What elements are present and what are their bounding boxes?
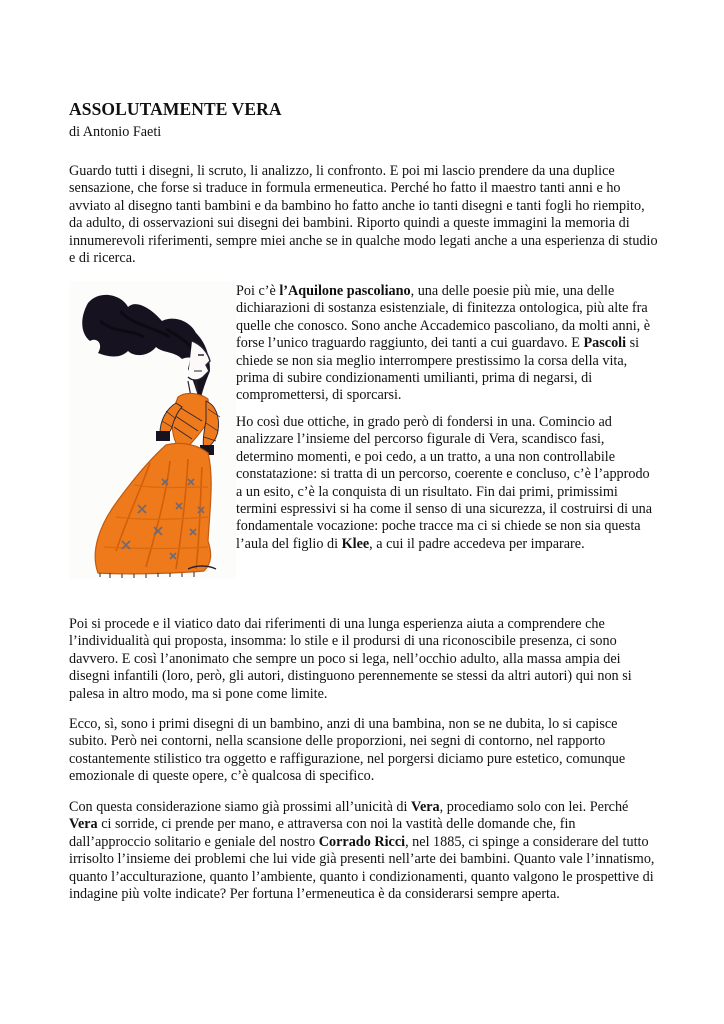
paragraph-intro: Guardo tutti i disegni, li scruto, li analizzo, li confronto. E poi mi lascio prendere da una duplice sensazione, che forse si traduce in formula ermeneutica. Perché ho fatto il maestro tanti anni e ho avviato al disegno tanti bambini e da bambino ho fatto anche io tanti disegni e tanti fogli ho riempito, da adulto, di osservazioni sui disegni dei bambini. Riporto quindi a queste immagini la memoria di innumerevoli riferimenti, sempre miei anche se in qualche modo legati anche a una esperienza di studio e di ricerca. [69, 163, 658, 267]
paragraph-procede: Poi si procede e il viatico dato dai riferimenti di una lunga esperienza aiuta a comprendere che l’individualità qui proposta, insomma: lo stile e il prodursi di una riconoscibile presenza, ci sono davvero. E così l’anonimato che sempre un poco si lega, nell’occhio adulto, alla massa ampia dei disegni infantili (loro, però, gli autori, distinguono perennemente se stessi da altri autori) qui non si palesa in altro modo, ma si pone come limite. [69, 616, 632, 702]
paragraph-pascoli: Poi c’è l’Aquilone pascoliano, una delle poesie più mie, una delle dichiarazioni di sostanza esistenziale, di finitezza ontologica, più alte fra quelle che conosco. Sono anche Accademico pascoliano, da molti anni, è forse l’unico traguardo raggiunto, dei tanti a cui guardavo. E Pascoli si chiede se non sia meglio interrompere prestissimo la corsa della vita, prima di subire condizionamenti umilianti, prima di negarsi, di compromettersi, di sporcarsi. [236, 283, 651, 404]
article-title: ASSOLUTAMENTE VERA [69, 99, 282, 119]
paragraph-vera: Con questa considerazione siamo già prossimi all’unicità di Vera, procediamo solo con lei. Perché Vera ci sorride, ci prende per mano, e attraversa con noi la vastità delle domande che, fin dall’approccio solitario e geniale del nostro Corrado Ricci, nel 1885, ci spinge a considerare del tutto irrisolto l’insieme dei problemi che lui vide già presenti nell’arte dei bambini. Quanto vale l’innatismo, quanto l’acculturazione, quanto l’ambiente, quanto i condizionamenti, quanto valgono le prospettive di indagine più volte indicate? Per fortuna l’ermeneutica è da considerarsi sempre aperta. [69, 799, 655, 903]
paragraph-ottiche: Ho così due ottiche, in grado però di fondersi in una. Comincio ad analizzare l’insieme del percorso figurale di Vera, scandisco fasi, determino momenti, e poi cedo, a un tratto, a una non controllabile constatazione: si tratta di un percorso, coerente e concluso, c’è l’approdo a un esito, c’è la conquista di un risultato. Fin dai primi, primissimi termini espressivi si ha come il senso di una sicurezza, il costruirsi di una fondamentale vocazione: poche tracce ma ci si chiede se non sia questa l’aula del figlio di Klee, a cui il padre accedeva per imparare. [236, 414, 653, 552]
drawing-skirt [95, 443, 211, 573]
paragraph-ecco: Ecco, sì, sono i primi disegni di un bambino, anzi di una bambina, non se ne dubita, lo si capisce subito. Però nei contorni, nella scansione delle proporzioni, nei segni di contorno, nel rapporto costantemente stilistico tra oggetto e raffigurazione, nel porgersi diciamo pure estetico, comunque emozionale di queste opere, c’è qualcosa di specifico. [69, 716, 626, 785]
child-drawing-figure [70, 281, 236, 579]
author-line: di Antonio Faeti [69, 124, 162, 140]
drawing-hair [82, 295, 208, 369]
